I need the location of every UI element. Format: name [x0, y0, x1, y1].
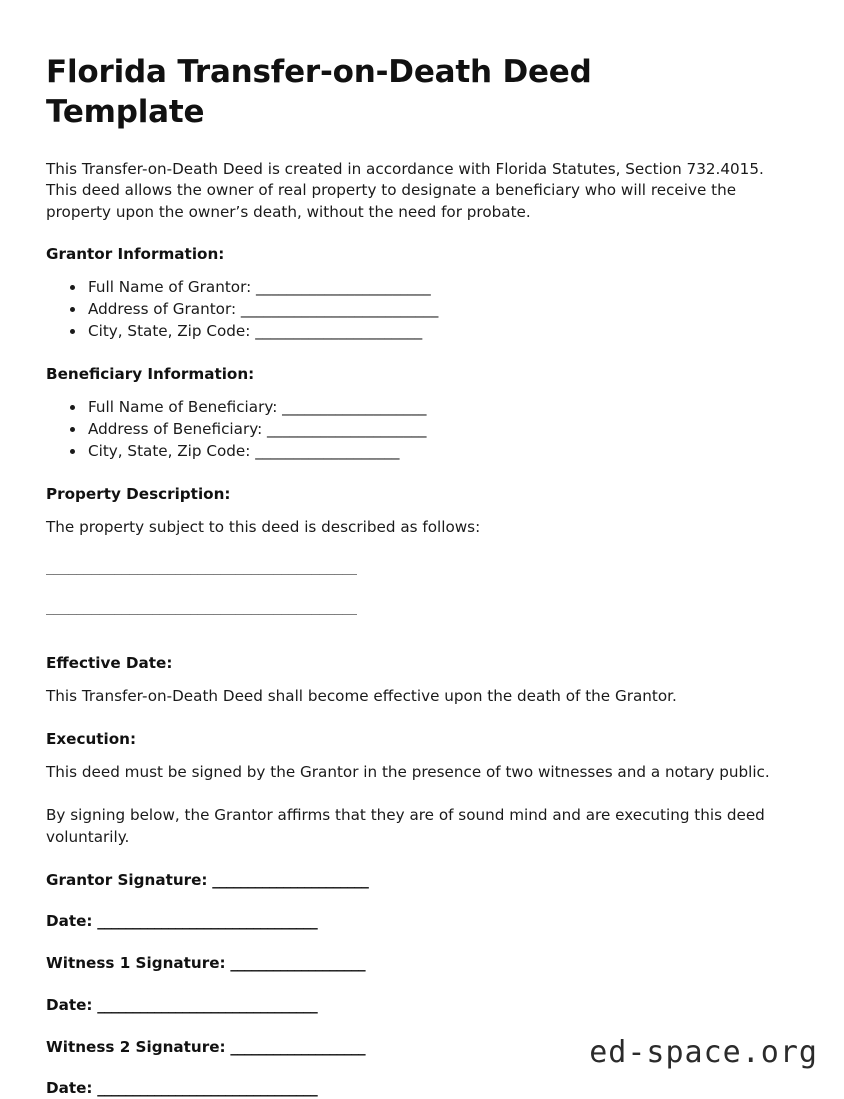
- property-description-heading: Property Description:: [46, 484, 231, 503]
- execution-section: [46, 730, 798, 849]
- list-item: • City, State, Zip Code: ______________________: [86, 321, 798, 343]
- execution-heading: Execution:: [46, 729, 137, 748]
- execution-paragraph-2: By signing below, the Grantor affirms that they are of sound mind and are executing this deed voluntarily.: [46, 806, 765, 846]
- effective-date-heading: Effective Date:: [46, 654, 173, 673]
- witness-1-signature-row: [46, 954, 798, 974]
- intro-paragraph: This Transfer-on-Death Deed is created in accordance with Florida Statutes, Section 732.4015. This deed allows the owner of real property to designate a beneficiary who will receive the property upon the owner’s death, without the need for probate.: [46, 159, 764, 221]
- list-item: • Address of Grantor: __________________________: [86, 299, 798, 321]
- beneficiary-information-heading: Beneficiary Information:: [46, 365, 255, 383]
- witness-1-date-row: [46, 996, 798, 1016]
- witness-1-date-rule: _______________________________: [92, 995, 318, 1014]
- witness-1-date-label: Date:: [46, 995, 93, 1014]
- list-item: • City, State, Zip Code: ___________________: [86, 441, 798, 463]
- witness-2-date-label: Date:: [46, 1079, 93, 1098]
- blank-rule: _________________________________________: [46, 560, 358, 576]
- witness-1-signature-label: Witness 1 Signature:: [46, 954, 226, 973]
- grantor-signature-label: Grantor Signature:: [46, 870, 208, 889]
- grantor-date-row: [46, 912, 798, 932]
- property-description-intro: The property subject to this deed is described as follows:: [46, 517, 481, 536]
- grantor-field-list: [46, 277, 798, 343]
- property-blank-line-1: [46, 560, 798, 590]
- execution-paragraph-1: This deed must be signed by the Grantor in the presence of two witnesses and a notary public.: [46, 762, 770, 781]
- property-blank-line-2: [46, 600, 798, 630]
- site-watermark: ed-space.org: [589, 1035, 818, 1070]
- beneficiary-field-list: [46, 397, 798, 463]
- blank-rule: _________________________________________: [46, 600, 358, 616]
- list-item: • Full Name of Beneficiary: ___________________: [86, 397, 798, 419]
- witness-2-date-row: [46, 1079, 798, 1099]
- witness-2-date-rule: _______________________________: [92, 1079, 318, 1098]
- list-item: • Address of Beneficiary: _____________________: [86, 419, 798, 441]
- grantor-signature-row: [46, 871, 798, 891]
- list-item: • Full Name of Grantor: _______________________: [86, 277, 798, 299]
- witness-2-signature-label: Witness 2 Signature:: [46, 1037, 226, 1056]
- witness-2-signature-rule: ___________________: [225, 1037, 366, 1056]
- grantor-date-rule: _______________________________: [92, 912, 318, 931]
- page-title: Florida Transfer-on-Death Deed Template: [46, 54, 592, 131]
- effective-date-text: This Transfer-on-Death Deed shall become effective upon the death of the Grantor.: [46, 687, 677, 706]
- grantor-information-heading: Grantor Information:: [46, 245, 225, 264]
- property-blank-lines: [46, 560, 798, 630]
- grantor-date-label: Date:: [46, 912, 93, 931]
- witness-1-signature-rule: ___________________: [225, 954, 366, 973]
- grantor-signature-rule: ______________________: [207, 870, 369, 889]
